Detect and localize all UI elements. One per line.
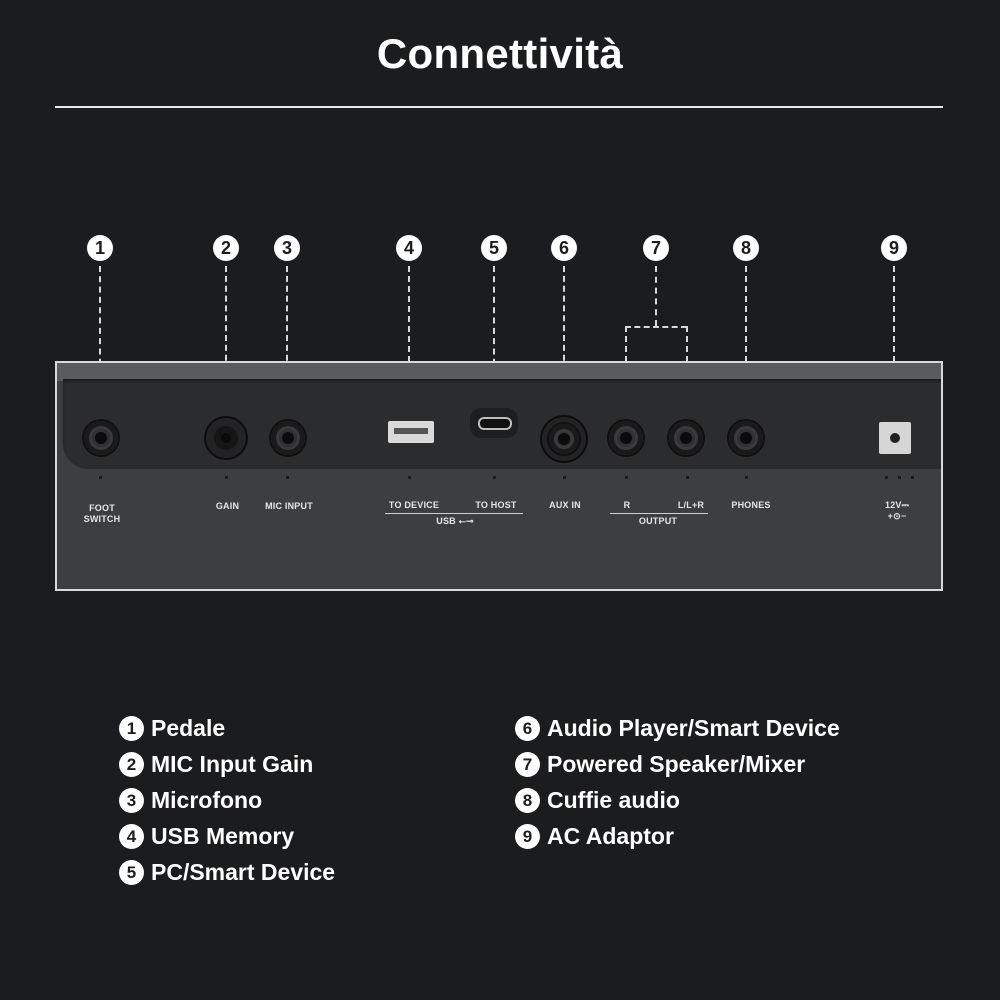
label-aux-in: AUX IN	[549, 500, 581, 510]
label-mic-input: MIC INPUT	[265, 501, 313, 511]
label-gain: GAIN	[215, 501, 240, 511]
legend-item	[515, 710, 840, 746]
output-r-jack[interactable]	[609, 421, 643, 455]
legend-right	[515, 710, 840, 854]
panel-tick	[225, 476, 228, 479]
legend-number: 4	[119, 824, 144, 849]
callout-7: 7	[643, 235, 669, 261]
legend-label: Powered Speaker/Mixer	[547, 750, 806, 777]
legend-item	[119, 818, 335, 854]
legend-item	[515, 818, 840, 854]
title-divider	[55, 106, 943, 108]
panel-tick	[686, 476, 689, 479]
panel-tick	[286, 476, 289, 479]
legend-item	[119, 710, 335, 746]
legend-label: Microfono	[151, 786, 263, 813]
legend-number: 7	[515, 752, 540, 777]
panel-tick	[99, 476, 102, 479]
leader-bracket-7	[625, 326, 687, 328]
legend-label: USB Memory	[151, 822, 295, 849]
callout-8: 8	[733, 235, 759, 261]
legend-number: 3	[119, 788, 144, 813]
legend-number: 9	[515, 824, 540, 849]
label-phones: PHONES	[731, 500, 771, 510]
callout-4: 4	[396, 235, 422, 261]
legend-item	[119, 782, 335, 818]
gain-knob[interactable]	[206, 418, 246, 458]
label-output: OUTPUT	[638, 516, 678, 526]
legend-item	[119, 854, 335, 890]
legend-label: PC/Smart Device	[151, 858, 336, 885]
label-dc-in: 12V⎓ +⊙−	[885, 500, 909, 521]
label-output-l: L/L+R	[677, 500, 705, 510]
dc-in-socket[interactable]	[879, 422, 911, 454]
panel-tick	[911, 476, 914, 479]
legend-number: 2	[119, 752, 144, 777]
panel-tick	[408, 476, 411, 479]
legend-number: 5	[119, 860, 144, 885]
legend-label: Pedale	[151, 714, 226, 741]
callout-1: 1	[87, 235, 113, 261]
panel-tick	[625, 476, 628, 479]
panel-tick	[493, 476, 496, 479]
callout-3: 3	[274, 235, 300, 261]
leader-line-7	[655, 266, 657, 326]
usb-to-device-port[interactable]	[388, 421, 434, 443]
label-to-host: TO HOST	[475, 500, 517, 510]
legend-number: 1	[119, 716, 144, 741]
legend-label: Cuffie audio	[547, 786, 680, 813]
rear-panel	[55, 361, 943, 591]
panel-tick	[898, 476, 901, 479]
panel-tick	[885, 476, 888, 479]
mic-input-jack[interactable]	[271, 421, 305, 455]
panel-tick	[563, 476, 566, 479]
legend-number: 8	[515, 788, 540, 813]
legend-item	[515, 746, 840, 782]
usb-group-line	[385, 513, 523, 514]
foot-switch-jack[interactable]	[84, 421, 118, 455]
callout-6: 6	[551, 235, 577, 261]
phones-jack[interactable]	[729, 421, 763, 455]
callout-5: 5	[481, 235, 507, 261]
output-l-jack[interactable]	[669, 421, 703, 455]
legend-label: AC Adaptor	[547, 822, 674, 849]
label-usb: USB ⭠⊸	[436, 516, 474, 526]
legend-label: MIC Input Gain	[151, 750, 314, 777]
callout-9: 9	[881, 235, 907, 261]
usb-to-host-port[interactable]	[478, 417, 512, 430]
label-output-r: R	[623, 500, 631, 510]
panel-tick	[745, 476, 748, 479]
legend-item	[119, 746, 335, 782]
legend-number: 6	[515, 716, 540, 741]
legend-label: Audio Player/Smart Device	[547, 714, 840, 741]
aux-in-jack[interactable]	[549, 424, 579, 454]
page-title: Connettività	[376, 30, 624, 77]
output-group-line	[610, 513, 708, 514]
label-foot-switch: FOOT SWITCH	[83, 503, 121, 524]
label-to-device: TO DEVICE	[388, 500, 440, 510]
legend-item	[515, 782, 840, 818]
callout-2: 2	[213, 235, 239, 261]
legend-left	[119, 710, 335, 890]
